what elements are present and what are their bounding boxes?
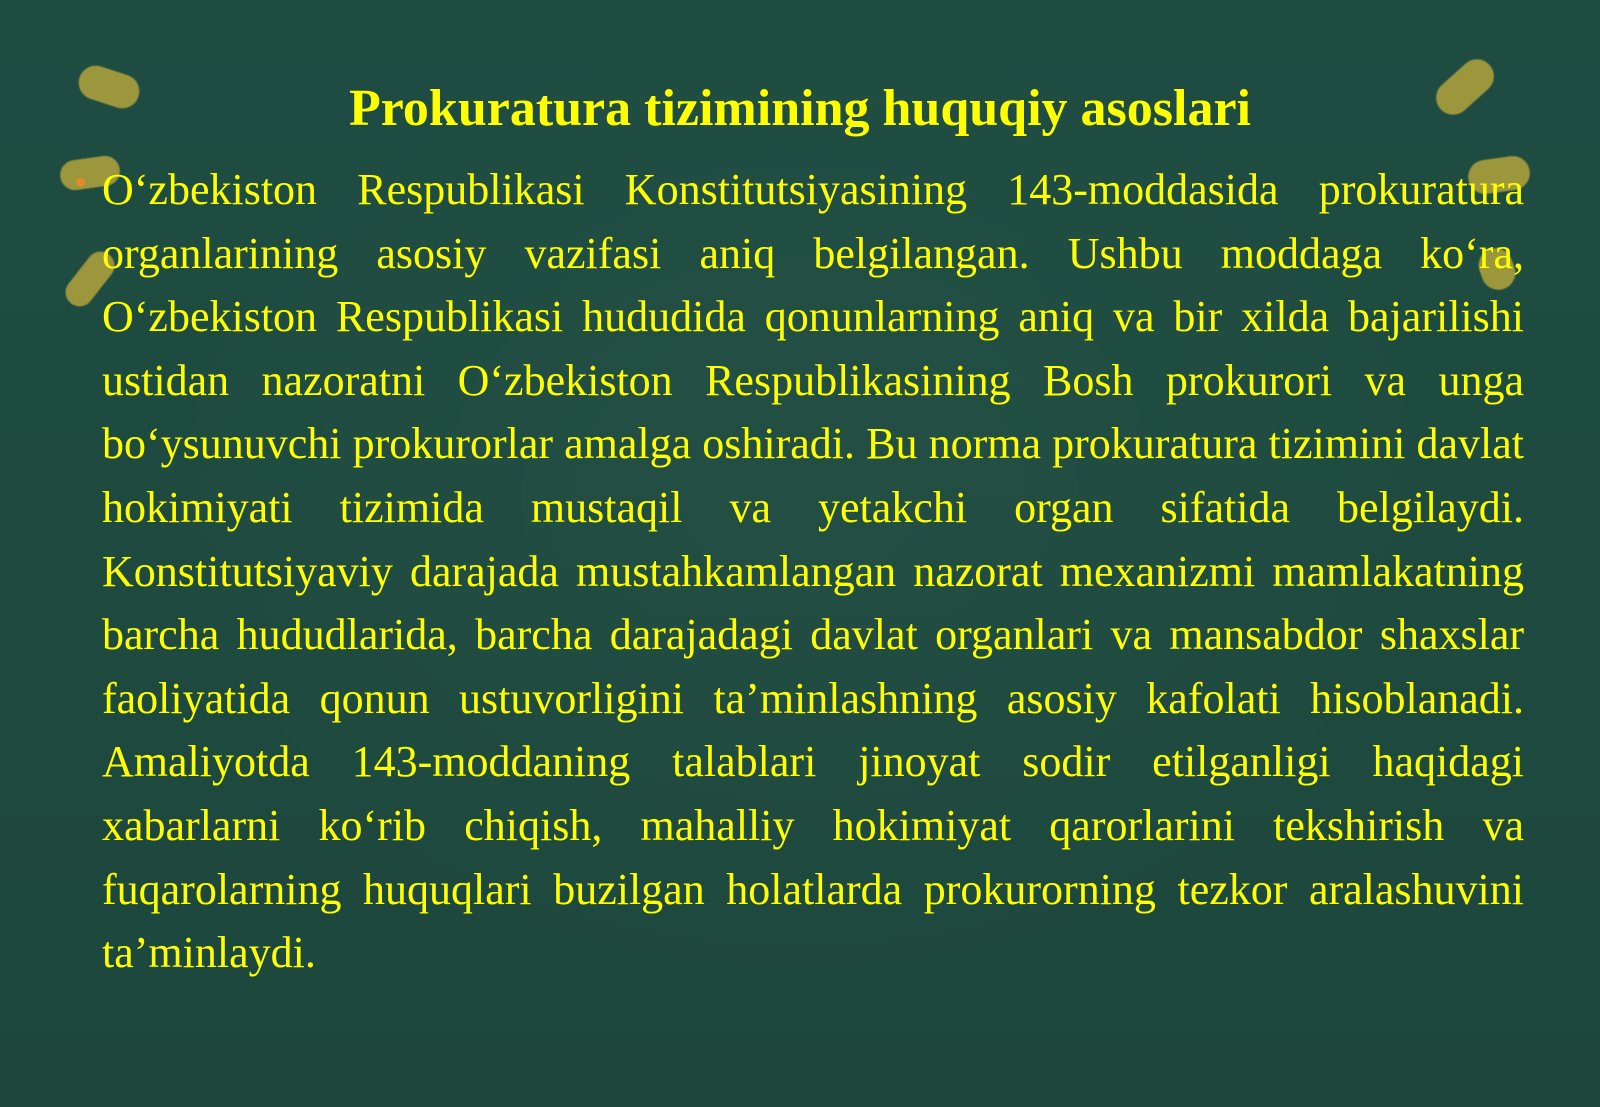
slide-body-paragraph: O‘zbekiston Respublikasi Konstitutsiyasining 143-moddasida prokuratura organlarining asosiy vazifasi aniq belgilangan. Ushbu moddaga ko‘ra, O‘zbekiston Respublikasi hududida qonunlarning aniq va bir xilda bajarilishi ustidan nazoratni O‘zbekiston Respublikasining Bosh prokurori va unga bo‘ysunuvchi prokurorlar amalga oshiradi. Bu norma prokuratura tizimini davlat hokimiyati tizimida mustaqil va yetakchi organ sifatida belgilaydi. Konstitutsiyaviy darajada mustahkamlangan nazorat mexanizmi mamlakatning barcha hududlarida, barcha darajadagi davlat organlari va mansabdor shaxslar faoliyatida qonun ustuvorligini ta’minlashning asosiy kafolati hisoblanadi. Amaliyotda 143-moddaning talablari jinoyat sodir etilganligi haqidagi xabarlarni ko‘rib chiqish, mahalliy hokimiyat qarorlarini tekshirish va fuqarolarning huquqlari buzilgan holatlarda prokurorning tezkor aralashuvini ta’minlaydi.: [102, 165, 1524, 978]
bullet-icon: [76, 178, 85, 187]
slide-title: Prokuratura tizimining huquqiy asoslari: [349, 80, 1251, 137]
